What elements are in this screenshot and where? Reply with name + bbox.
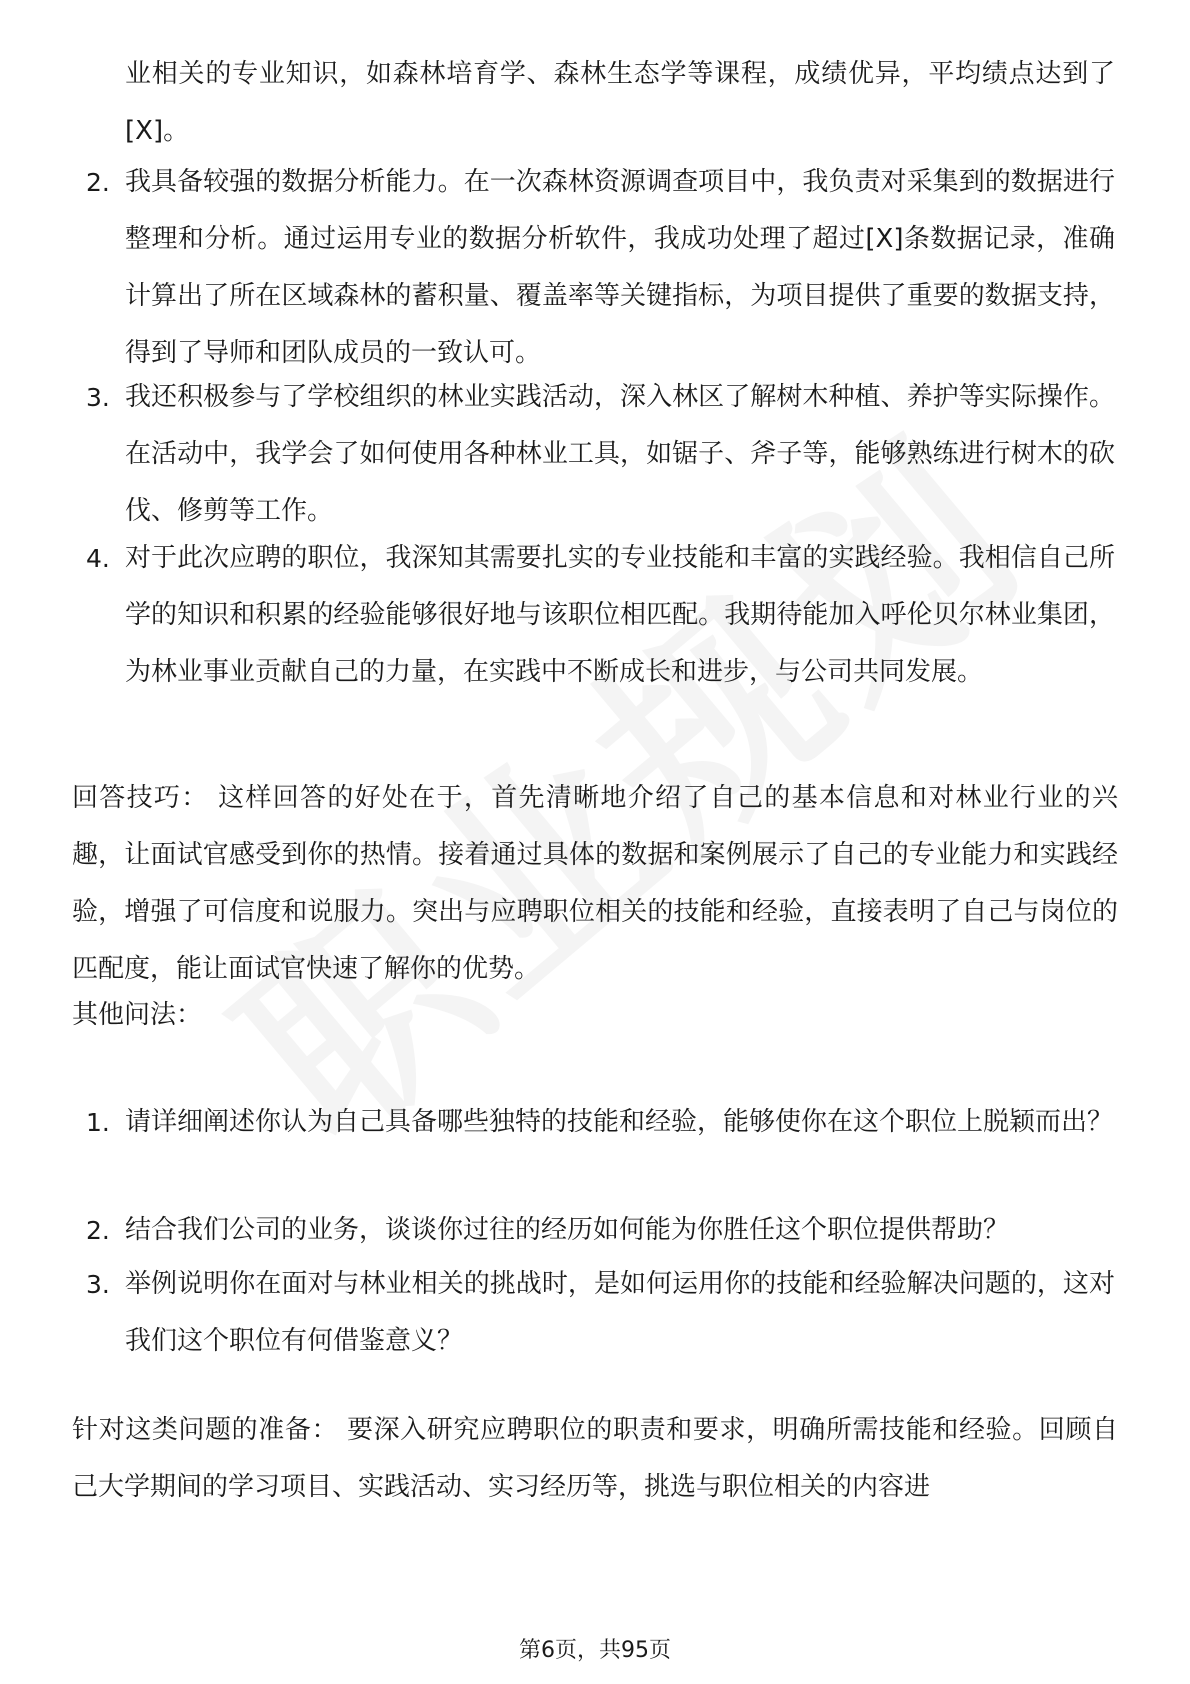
list-item-text: 请详细阐述你认为自己具备哪些独特的技能和经验，能够使你在这个职位上脱颖而出？: [125, 1107, 1114, 1137]
list-item-text: 举例说明你在面对与林业相关的挑战时，是如何运用你的技能和经验解决问题的，这对我们这个职位有何借鉴意义？: [125, 1269, 1115, 1356]
continuation-text: 业相关的专业知识，如森林培育学、森林生态学等课程，成绩优异，平均绩点达到了[X]。: [125, 59, 1115, 146]
list-number: 3.: [86, 1270, 110, 1299]
page-footer: 第6页，共95页: [519, 1638, 671, 1663]
list-number: 2.: [86, 168, 110, 197]
other-questions-heading: 其他问法：: [72, 1000, 203, 1030]
list-number: 3.: [86, 383, 110, 412]
list-item-text: 对于此次应聘的职位，我深知其需要扎实的专业技能和丰富的实践经验。我相信自己所学的知识和积累的经验能够很好地与该职位相匹配。我期待能加入呼伦贝尔林业集团，为林业事业贡献自己的力量，在实践中不断成长和进步，与公司共同发展。: [125, 543, 1115, 687]
preparation-text: 针对这类问题的准备： 要深入研究应聘职位的职责和要求，明确所需技能和经验。回顾自己大学期间的学习项目、实践活动、实习经历等，挑选与职位相关的内容进: [72, 1415, 1118, 1502]
list-number: 4.: [86, 544, 110, 573]
list-item-text: 我具备较强的数据分析能力。在一次森林资源调查项目中，我负责对采集到的数据进行整理和分析。通过运用专业的数据分析软件，我成功处理了超过[X]条数据记录，准确计算出了所在区域森林的蓄积量、覆盖率等关键指标，为项目提供了重要的数据支持，得到了导师和团队成员的一致认可。: [125, 167, 1115, 368]
list-item-text: 我还积极参与了学校组织的林业实践活动，深入林区了解树木种植、养护等实际操作。在活动中，我学会了如何使用各种林业工具，如锯子、斧子等，能够熟练进行树木的砍伐、修剪等工作。: [125, 382, 1115, 526]
answer-tips: 回答技巧： 这样回答的好处在于，首先清晰地介绍了自己的基本信息和对林业行业的兴趣，让面试官感受到你的热情。接着通过具体的数据和案例展示了自己的专业能力和实践经验，增强了可信度和说服力。突出与应聘职位相关的技能和经验，直接表明了自己与岗位的匹配度，能让面试官快速了解你的优势。: [72, 783, 1118, 984]
list-item-text: 结合我们公司的业务，谈谈你过往的经历如何能为你胜任这个职位提供帮助？: [125, 1215, 1010, 1245]
list-number: 1.: [86, 1108, 110, 1137]
list-number: 2.: [86, 1216, 110, 1245]
